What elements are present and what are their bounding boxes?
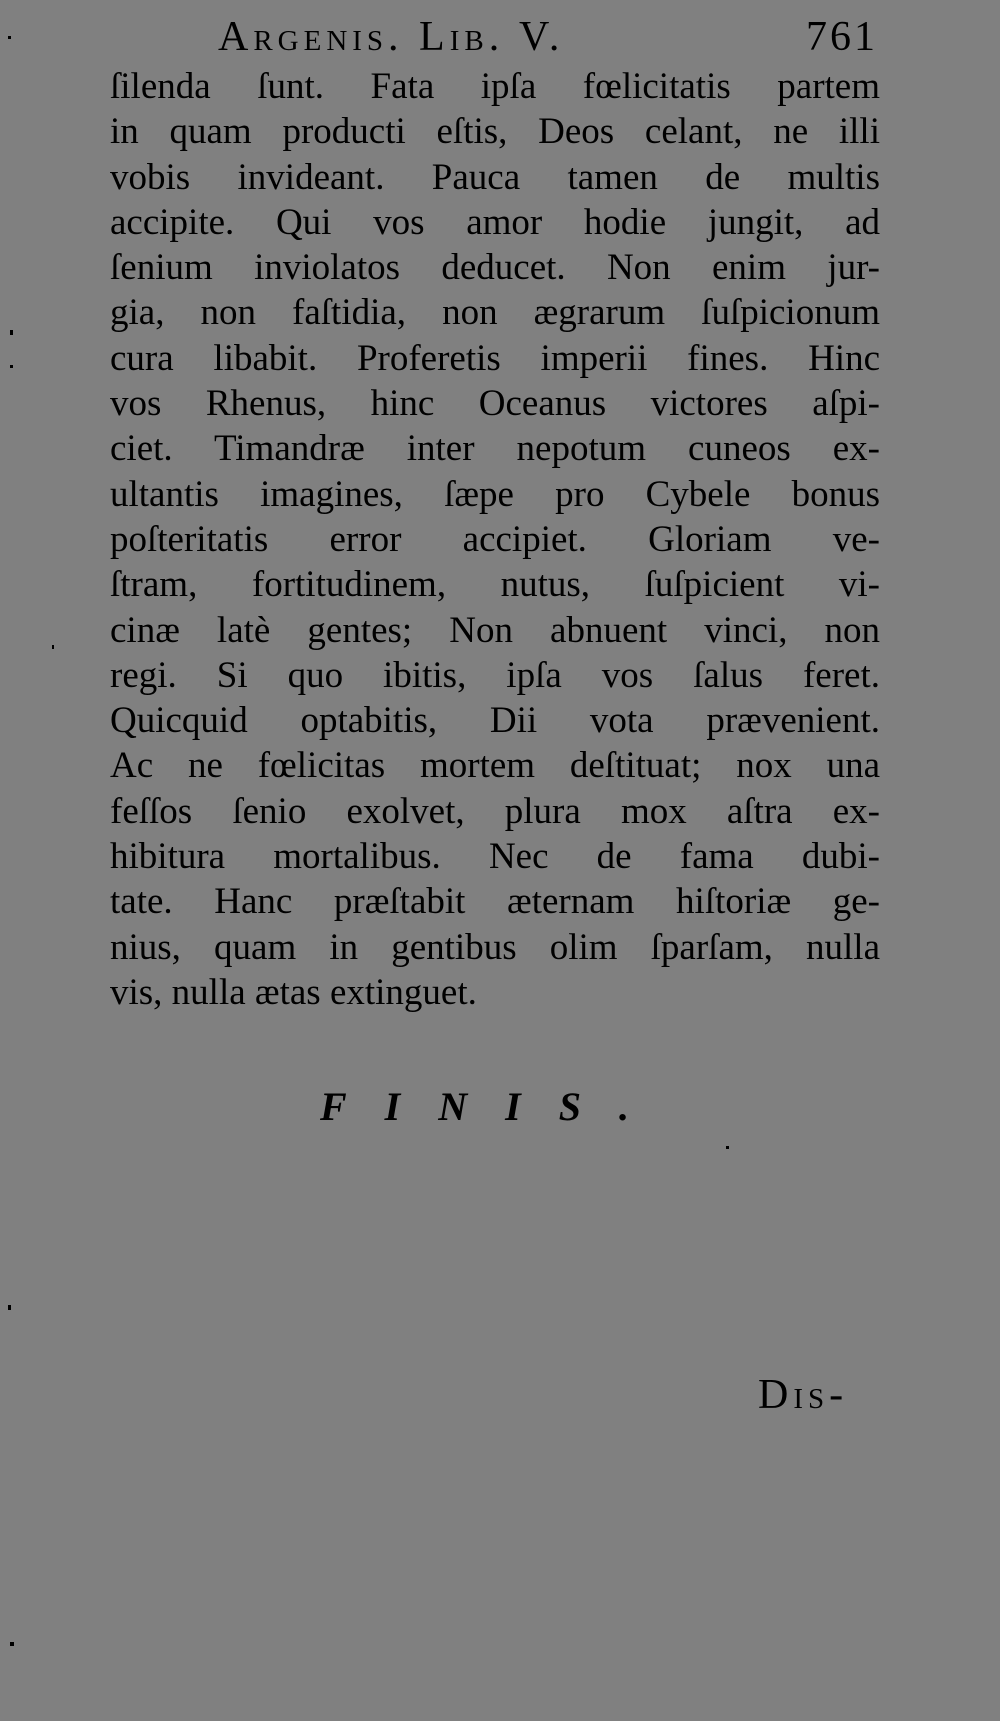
text-line: cinæ latè gentes; Non abnuent vinci, non: [110, 609, 880, 651]
text-line: ſenium inviolatos deducet. Non enim jur-: [110, 247, 880, 289]
running-head: [218, 12, 878, 62]
scan-speck: [52, 645, 54, 649]
text-line: ultantis imagines, ſæpe pro Cybele bonus: [110, 473, 880, 515]
page-number: 761: [806, 14, 878, 60]
catchword: Dis-: [758, 1372, 849, 1418]
text-line: ſilenda ſunt. Fata ipſa fœlicitatis partem: [110, 66, 880, 107]
scan-speck: [10, 1642, 14, 1646]
text-line: feſſos ſenio exolvet, plura mox aſtra ex-: [110, 790, 880, 832]
text-line: Quicquid optabitis, Dii vota prævenient.: [110, 700, 880, 742]
running-title: Argenis. Lib. V.: [218, 14, 565, 60]
text-line-last: vis, nulla ætas extinguet.: [110, 971, 477, 1013]
text-line: vos Rhenus, hinc Oceanus victores aſpi-: [110, 383, 880, 425]
text-line: nius, quam in gentibus olim ſparſam, nulla: [110, 926, 880, 968]
text-line: ſtram, fortitudinem, nutus, ſuſpicient vi-: [110, 564, 880, 606]
scan-speck: [10, 330, 13, 335]
text-line: cura libabit. Proferetis imperii fines. Hinc: [110, 337, 880, 379]
text-line: regi. Si quo ibitis, ipſa vos ſalus feret.: [110, 654, 880, 696]
text-line: in quam producti eſtis, Deos celant, ne illi: [110, 111, 880, 153]
text-line: ciet. Timandræ inter nepotum cuneos ex-: [110, 428, 880, 470]
text-line: vobis invideant. Pauca tamen de multis: [110, 156, 880, 198]
scan-speck: [726, 1146, 729, 1149]
text-line: accipite. Qui vos amor hodie jungit, ad: [110, 201, 880, 243]
text-line: Ac ne fœlicitas mortem deſtituat; nox una: [110, 745, 880, 787]
scan-speck: [8, 36, 11, 39]
body-text: [110, 64, 880, 1015]
text-line: poſteritatis error accipiet. Gloriam ve-: [110, 518, 880, 560]
text-line: gia, non faſtidia, non ægrarum ſuſpicionum: [110, 292, 880, 334]
scan-speck: [8, 1305, 11, 1310]
text-line: hibitura mortalibus. Nec de fama dubi-: [110, 836, 880, 878]
finis-mark: FINIS.: [320, 1084, 667, 1129]
text-line: tate. Hanc præſtabit æternam hiſtoriæ ge-: [110, 881, 880, 923]
scan-speck: [10, 365, 13, 368]
